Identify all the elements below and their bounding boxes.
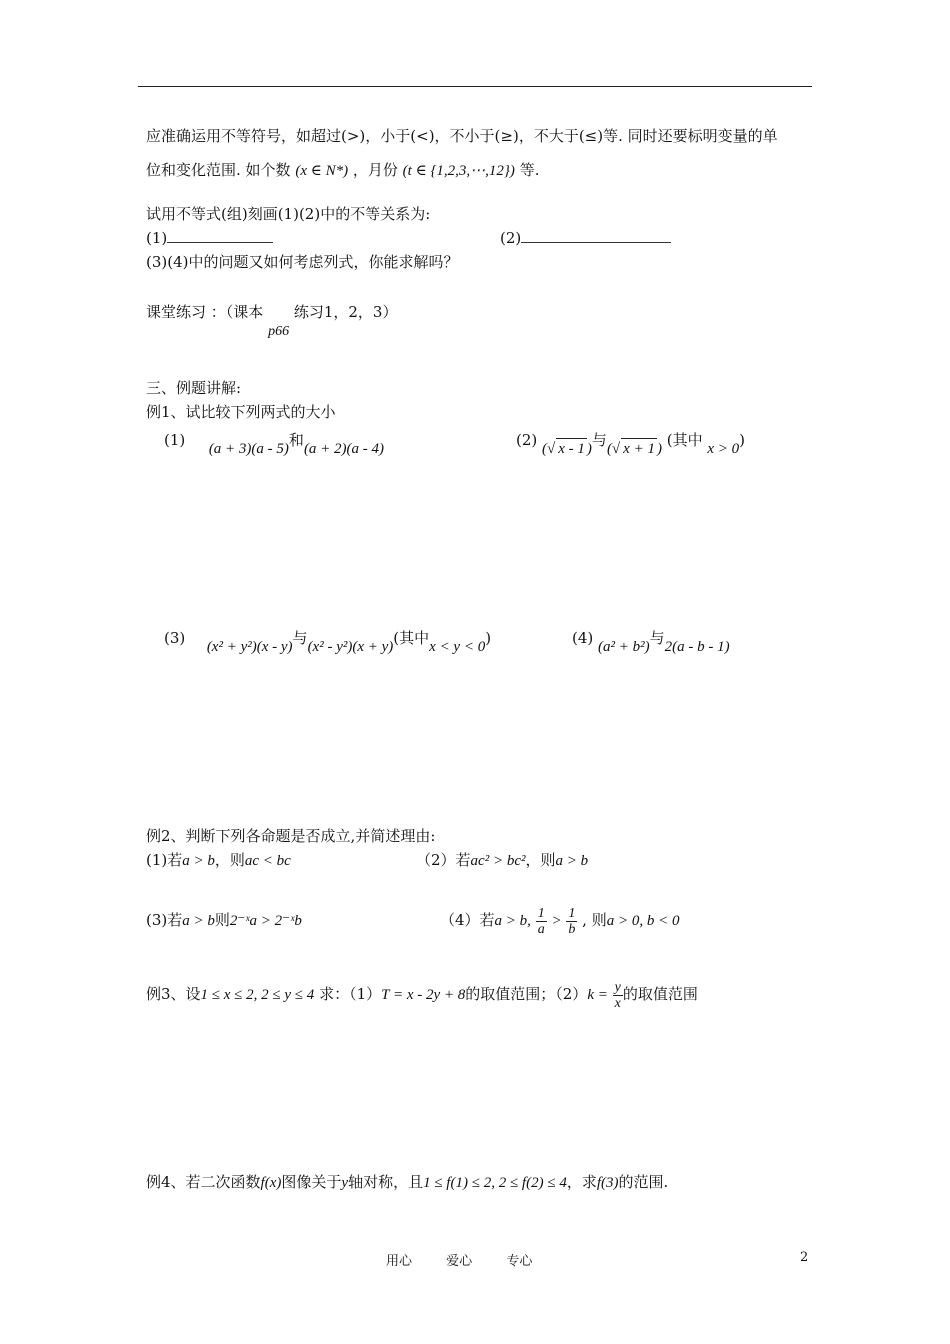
intro-text-2c: 等. [519, 161, 540, 179]
intro-line-1 [146, 126, 778, 146]
ex2-prop-4 [440, 900, 679, 941]
ex3-frac-num: y [614, 979, 621, 995]
footer-motto [386, 1250, 562, 1269]
page-number: 2 [800, 1250, 809, 1265]
ex2-prop-2 [416, 850, 588, 871]
ex2-p4-frac-1 [536, 906, 547, 937]
ex1-3-cond-label: (其中 [393, 629, 430, 647]
ex1-4-math-b: 2(a - b - 1) [664, 639, 730, 655]
practice-rest: 练习1，2，3） [293, 303, 398, 321]
intro-text-2b: ，月份 [352, 161, 398, 179]
practice-line [146, 302, 398, 339]
ex1-2-cond: x > 0 [707, 441, 740, 457]
ex2-title [146, 826, 435, 846]
task-prompt-text: 试用不等式(组)刻画(1)(2)中的不等关系为: [146, 205, 431, 223]
ex3-frac-den: x [614, 995, 621, 1011]
ex2-p1-cond: a > b [182, 853, 215, 869]
ex3-line [146, 974, 698, 1015]
ex2-p3-concl: 2⁻ˣa > 2⁻ˣb [229, 913, 302, 929]
ex4-f3: f(3) [596, 1175, 619, 1191]
ex1-3-with: 与 [292, 629, 308, 647]
ex2-p4-frac-2 [566, 906, 577, 937]
ex2-prop-1 [146, 850, 291, 871]
ex1-2-math-a: x - 1 [556, 438, 587, 459]
frac-2-den: b [568, 921, 576, 937]
ex3-ask2-rest: 的取值范围 [622, 985, 698, 1003]
ex4-label: 例4、若二次函数 [146, 1173, 261, 1191]
ex2-p1-concl: ac < bc [244, 853, 291, 869]
ex2-p4-gt: > [551, 913, 562, 929]
ex1-2-math-b: x + 1 [621, 438, 657, 459]
ex3-label: 例3、设 [146, 985, 201, 1003]
ex1-item-2: (2) (√ x - 1 )与(√ x + 1 ) (其中 x > 0) [516, 431, 746, 457]
practice-label: 课堂练习 ：（课本 [146, 303, 264, 321]
footer-word-2: 爱心 [446, 1254, 473, 1269]
ex1-title-text: 例1、试比较下列两式的大小 [146, 403, 336, 421]
task-question-text: (3)(4)中的问题又如何考虑列式，你能求解吗？ [146, 253, 459, 271]
ex1-4-math-a: (a² + b²) [598, 639, 650, 655]
ex4-mid3: ，求 [566, 1173, 597, 1191]
section3-title [146, 378, 241, 398]
intro-text-2a: 位和变化范围. 如个数 [146, 161, 291, 179]
ex2-p2-concl: a > b [555, 853, 589, 869]
ex4-end: 的范围. [618, 1173, 669, 1191]
intro-text-1: 应准确运用不等符号，如超过(>)，小于(<)，不小于(≥)，不大于(≤)等. 同时还要标明变量的单 [146, 127, 778, 145]
task-item-1-label: (1) [146, 229, 168, 247]
answer-blank-1[interactable] [167, 228, 273, 243]
ex4-line [146, 1172, 668, 1193]
ex2-p3-then: 则 [214, 911, 230, 929]
ex2-p4-concl: a > 0, b < 0 [606, 913, 680, 929]
ex1-4-with: 与 [649, 629, 665, 647]
ex2-title-text: 例2、判断下列各命题是否成立,并简述理由: [146, 827, 436, 845]
ex1-2-label: (2) [516, 431, 538, 449]
ex2-p1-label: (1)若 [146, 851, 183, 869]
task-question [146, 252, 459, 272]
header-rule [138, 86, 812, 87]
ex2-p1-then: ，则 [214, 851, 245, 869]
intro-math-2: (t ∈ {1,2,3,⋯,12}) [402, 163, 515, 179]
section3-title-text: 三、例题讲解: [146, 379, 242, 397]
ex3-ask1-rest: 的取值范围；（2） [465, 985, 588, 1003]
ex2-p4-then: , 则 [582, 911, 607, 929]
intro-math-1: (x ∈ N*) [295, 163, 349, 179]
ex1-1-math-a: (a + 3)(a - 5) [208, 441, 289, 457]
frac-2-num: 1 [568, 905, 576, 921]
task-item-2-label: (2) [500, 229, 522, 247]
ex2-p2-cond: ac² > bc² [470, 853, 526, 869]
ex1-item-4 [572, 628, 730, 655]
ex1-3-math-b: (x² - y²)(x + y) [307, 639, 394, 655]
ex1-2-cond-label: (其中 [666, 431, 703, 449]
footer-word-1: 用心 [386, 1254, 413, 1269]
practice-page-ref: p66 [268, 324, 290, 339]
ex2-p4-label: （4）若 [440, 911, 495, 929]
ex1-title [146, 402, 336, 422]
frac-1-den: a [537, 921, 545, 937]
ex1-1-math-b: (a + 2)(a - 4) [303, 441, 385, 457]
ex2-prop-3 [146, 910, 302, 931]
ex3-k-lhs: k = [587, 987, 608, 1003]
task-item-2 [500, 228, 671, 248]
ex3-ask: 求：（1） [319, 985, 382, 1003]
ex2-p2-label: （2）若 [416, 851, 471, 869]
ex4-fx: f(x) [260, 1175, 282, 1191]
ex2-p4-cond: a > b, [494, 913, 531, 929]
ex1-4-label: (4) [572, 629, 594, 647]
ex4-mid2: 轴对称，且 [348, 1173, 424, 1191]
ex3-cond: 1 ≤ x ≤ 2, 2 ≤ y ≤ 4 [200, 987, 315, 1003]
ex1-2-with: 与 [591, 431, 607, 449]
ex2-p3-cond: a > b [182, 913, 215, 929]
ex2-p2-then: ，则 [525, 851, 556, 869]
ex3-expr-1: T = x - 2y + 8 [381, 987, 466, 1003]
ex1-item-3: (3) (x² + y²)(x - y)与(x² - y²)(x + y)(其中x < y < 0) [164, 629, 492, 655]
ex2-p3-label: (3)若 [146, 911, 183, 929]
ex1-3-math-a: (x² + y²)(x - y) [206, 639, 293, 655]
ex4-mid: 图像关于 [281, 1173, 342, 1191]
task-prompt [146, 204, 430, 224]
ex1-3-label: (3) [164, 629, 186, 647]
task-item-1 [146, 228, 273, 248]
ex1-1-and: 和 [288, 431, 304, 449]
answer-blank-2[interactable] [521, 228, 671, 243]
footer-word-3: 专心 [506, 1254, 533, 1269]
ex1-1-label: (1) [164, 431, 186, 449]
ex4-cond: 1 ≤ f(1) ≤ 2, 2 ≤ f(2) ≤ 4 [423, 1175, 567, 1191]
frac-1-num: 1 [537, 905, 545, 921]
ex1-3-cond: x < y < 0 [429, 639, 486, 655]
intro-line-2 [146, 160, 540, 181]
ex1-item-1 [164, 430, 385, 457]
ex4-y: y [341, 1175, 349, 1191]
ex3-frac [613, 980, 623, 1011]
